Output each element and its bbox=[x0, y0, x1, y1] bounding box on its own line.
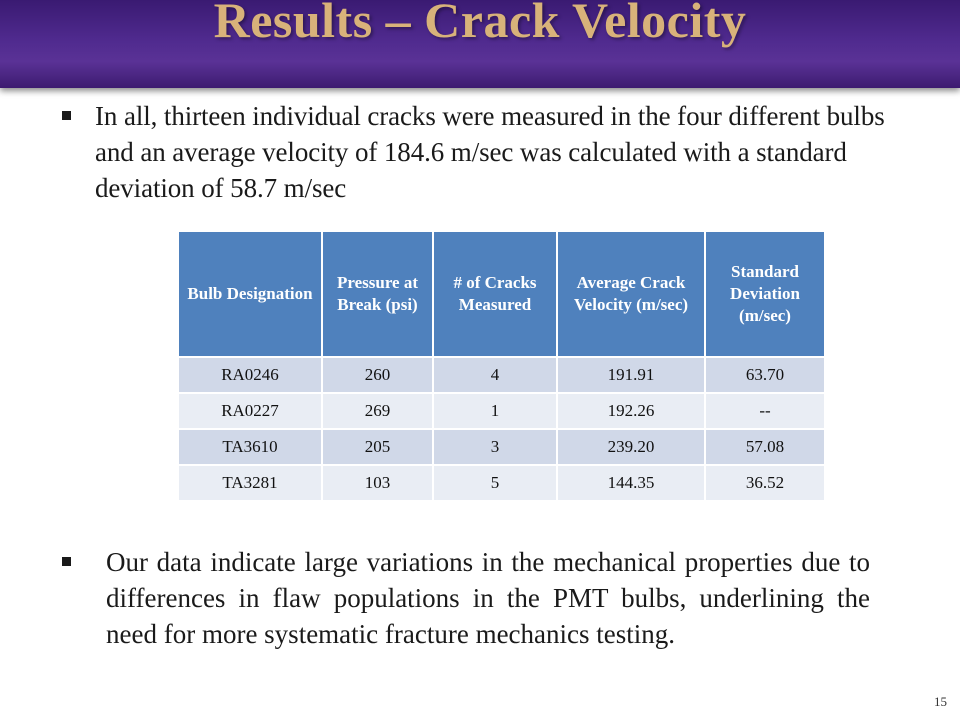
bullet-text: Our data indicate large variations in the mechanical properties due to differences in flaw populations in the PMT bulbs, underlining the need for more systematic fracture mechanics testing. bbox=[106, 547, 870, 649]
table-row bbox=[178, 465, 825, 501]
bullet-point-conclusion bbox=[62, 544, 882, 652]
column-header-pressure-at-break: Pressure at Break (psi) bbox=[322, 231, 433, 357]
table-row bbox=[178, 357, 825, 393]
cell-cracks: 5 bbox=[433, 465, 557, 501]
cell-std-dev: 57.08 bbox=[705, 429, 825, 465]
cell-std-dev: 36.52 bbox=[705, 465, 825, 501]
cell-pressure: 205 bbox=[322, 429, 433, 465]
table-row bbox=[178, 393, 825, 429]
cell-velocity: 239.20 bbox=[557, 429, 705, 465]
column-header-average-crack-velocity: Average Crack Velocity (m/sec) bbox=[557, 231, 705, 357]
cell-velocity: 191.91 bbox=[557, 357, 705, 393]
column-header-cracks-measured: # of Cracks Measured bbox=[433, 231, 557, 357]
page-number: 15 bbox=[934, 694, 947, 709]
bullet-point-summary bbox=[62, 98, 922, 206]
square-bullet-icon bbox=[62, 557, 71, 566]
square-bullet-icon bbox=[62, 111, 71, 120]
slide-title: Results – Crack Velocity bbox=[213, 0, 747, 48]
cell-pressure: 260 bbox=[322, 357, 433, 393]
cell-velocity: 144.35 bbox=[557, 465, 705, 501]
cell-cracks: 3 bbox=[433, 429, 557, 465]
cell-pressure: 269 bbox=[322, 393, 433, 429]
cell-pressure: 103 bbox=[322, 465, 433, 501]
cell-bulb-designation: RA0227 bbox=[178, 393, 322, 429]
column-header-standard-deviation: Standard Deviation (m/sec) bbox=[705, 231, 825, 357]
column-header-bulb-designation: Bulb Designation bbox=[178, 231, 322, 357]
cell-bulb-designation: TA3281 bbox=[178, 465, 322, 501]
table-row bbox=[178, 429, 825, 465]
title-bar bbox=[0, 0, 960, 88]
bullet-text: In all, thirteen individual cracks were measured in the four different bulbs and an average velocity of 184.6 m/sec was calculated with a standard deviation of 58.7 m/sec bbox=[95, 101, 885, 203]
cell-std-dev: 63.70 bbox=[705, 357, 825, 393]
cell-bulb-designation: TA3610 bbox=[178, 429, 322, 465]
cell-std-dev: -- bbox=[705, 393, 825, 429]
table-header-row bbox=[178, 231, 825, 357]
crack-velocity-table bbox=[177, 230, 826, 502]
cell-cracks: 1 bbox=[433, 393, 557, 429]
cell-velocity: 192.26 bbox=[557, 393, 705, 429]
cell-cracks: 4 bbox=[433, 357, 557, 393]
cell-bulb-designation: RA0246 bbox=[178, 357, 322, 393]
